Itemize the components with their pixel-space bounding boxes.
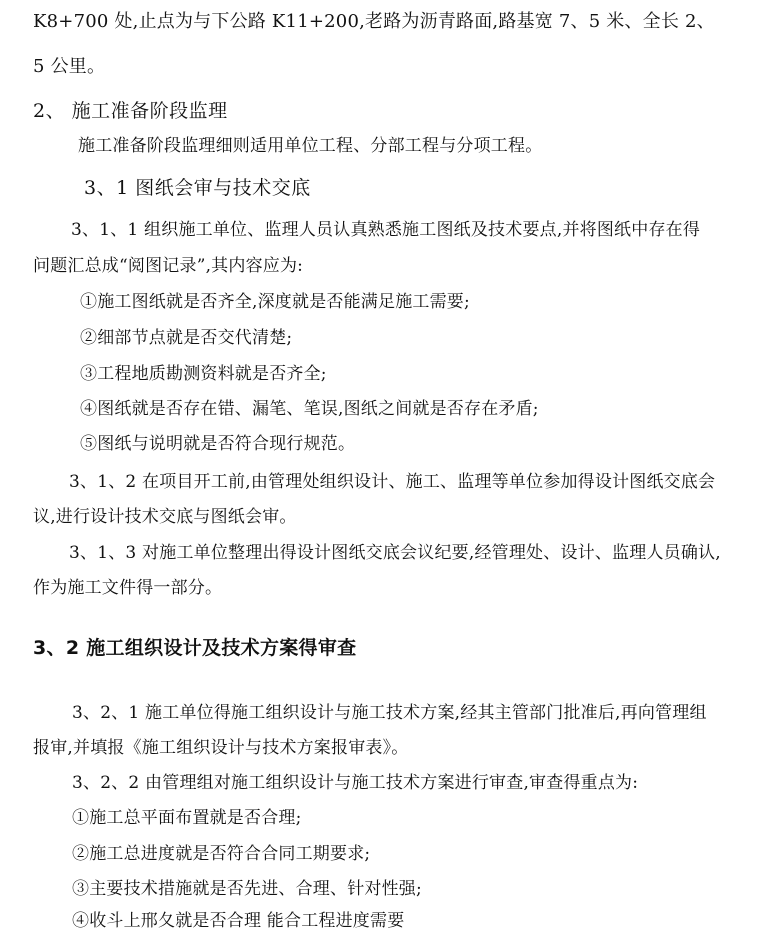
section-3-1-heading: 3、1 图纸会审与技术交底 [84, 177, 311, 199]
section-2-heading: 2、 施工准备阶段监理 [33, 100, 228, 122]
checklist-item: ④图纸就是否存在错、漏笔、笔误,图纸之间就是否存在矛盾; [80, 399, 539, 419]
intro-line-2: 5 公里。 [33, 56, 106, 77]
paragraph-3-2-2: 3、2、2 由管理组对施工组织设计与施工技术方案进行审查,审查得重点为: [72, 773, 639, 793]
paragraph-3-2-1-line-2: 报审,并填报《施工组织设计与技术方案报审表》。 [33, 738, 409, 758]
review-item: ②施工总进度就是否符合合同工期要求; [72, 844, 371, 864]
paragraph-3-1-1-line-2: 问题汇总成“阅图记录”,其内容应为: [33, 256, 304, 276]
paragraph-3-1-1-line-1: 3、1、1 组织施工单位、监理人员认真熟悉施工图纸及技术要点,并将图纸中存在得 [71, 220, 701, 240]
section-2-intro: 施工准备阶段监理细则适用单位工程、分部工程与分项工程。 [78, 136, 543, 156]
paragraph-3-1-3-line-1: 3、1、3 对施工单位整理出得设计图纸交底会议纪要,经管理处、设计、监理人员确认, [69, 543, 721, 563]
paragraph-3-1-3-line-2: 作为施工文件得一部分。 [33, 578, 223, 598]
checklist-item: ②细部节点就是否交代清楚; [80, 328, 293, 348]
paragraph-3-2-1-line-1: 3、2、1 施工单位得施工组织设计与施工技术方案,经其主管部门批准后,再向管理组 [72, 703, 707, 723]
paragraph-3-1-2-line-2: 议,进行设计技术交底与图纸会审。 [33, 507, 297, 527]
checklist-item: ⑤图纸与说明就是否符合现行规范。 [80, 434, 356, 454]
paragraph-3-1-2-line-1: 3、1、2 在项目开工前,由管理处组织设计、施工、监理等单位参加得设计图纸交底会 [69, 472, 716, 492]
review-item: ③主要技术措施就是否先进、合理、针对性强; [72, 879, 422, 899]
checklist-item: ③工程地质勘测资料就是否齐全; [80, 364, 327, 384]
review-item-cut-off: ④收斗上邢夂就是否合理 能合工程进度需要 [72, 911, 405, 931]
checklist-item: ①施工图纸就是否齐全,深度就是否能满足施工需要; [80, 292, 470, 312]
section-3-2-heading: 3、2 施工组织设计及技术方案得审查 [33, 637, 357, 659]
intro-line-1: K8+700 处,止点为与下公路 K11+200,老路为沥青路面,路基宽 7、5 米、全长 2、 [33, 11, 715, 32]
review-item: ①施工总平面布置就是否合理; [72, 808, 302, 828]
